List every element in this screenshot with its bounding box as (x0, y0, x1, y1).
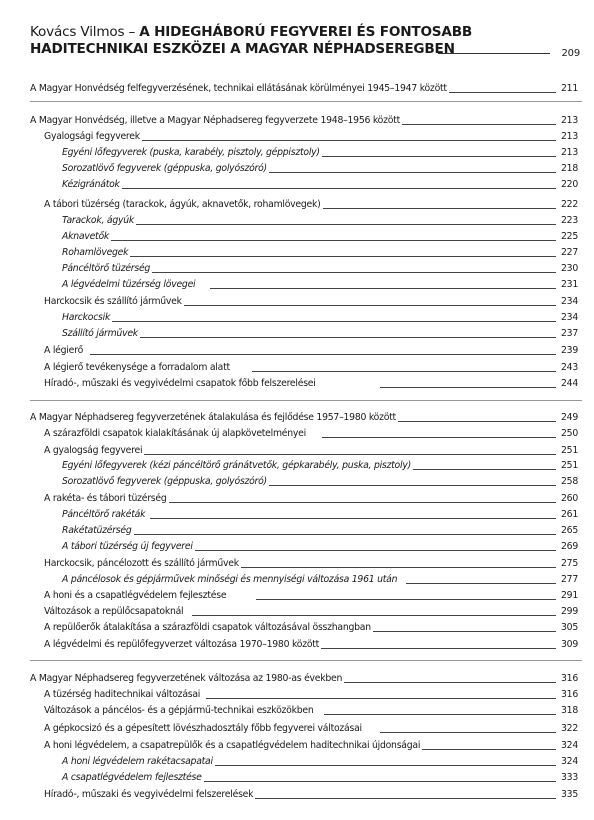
toc-entry (0, 177, 578, 192)
toc-leader-line (140, 502, 556, 503)
toc-entry-label: A csapatlégvédelem fejlesztése (62, 772, 202, 783)
toc-entry (0, 326, 578, 341)
toc-page-number: 309 (561, 639, 578, 650)
toc-page-number: 220 (561, 179, 578, 190)
toc-entry-label: Sorozatlövő fegyverek (géppuska, golyószóró) (62, 476, 267, 487)
toc-leader-line (390, 124, 556, 125)
toc-leader-line (254, 485, 556, 486)
toc-entry-label: A honi és a csapatlégvédelem fejlesztése (44, 590, 227, 601)
toc-entry (0, 310, 578, 325)
toc-page-number: 277 (561, 574, 578, 585)
toc-leader-line (232, 567, 556, 568)
toc-page-number: 299 (561, 606, 578, 617)
toc-leader-line (138, 337, 556, 338)
toc-entry (0, 604, 578, 619)
toc-page-number: 275 (561, 558, 578, 569)
author-name: Kovács Vilmos – (30, 24, 140, 40)
toc-leader-line (150, 518, 556, 519)
toc-page-number: 239 (561, 345, 578, 356)
toc-entry-label: Harckocsik, páncélozott és szállító járművek (44, 558, 239, 569)
toc-leader-line (252, 371, 556, 372)
toc-page-number: 291 (561, 590, 578, 601)
toc-entry-label: Változások a páncélos- és a gépjármű-technikai eszközökben (44, 705, 314, 716)
toc-leader-line (112, 188, 556, 189)
toc-leader-line (90, 354, 556, 355)
toc-leader-line (110, 140, 556, 141)
toc-entry-label: A Magyar Néphadsereg fegyverzetének változása az 1980-as években (30, 673, 343, 684)
toc-entry (0, 671, 578, 686)
toc-entry-label: Tarackok, ágyúk (62, 215, 135, 226)
toc-entry (0, 687, 578, 702)
toc-entry (0, 474, 578, 489)
toc-entry (0, 738, 578, 753)
toc-entry (0, 81, 578, 96)
toc-entry-label: Harckocsik (62, 312, 111, 323)
toc-entry (0, 458, 578, 473)
toc-entry-label: A szárazföldi csapatok kialakításának új alapkövetelményei (44, 428, 306, 439)
toc-leader-line (292, 156, 556, 157)
toc-leader-line (334, 682, 556, 683)
toc-page-number: 324 (561, 756, 578, 767)
toc-leader-line (250, 798, 556, 799)
toc-entry-label: A tüzérség haditechnikai változásai (44, 689, 201, 700)
toc-entry (0, 523, 578, 538)
toc-entry (0, 145, 578, 160)
toc-leader-line (144, 454, 556, 455)
toc-entry (0, 491, 578, 506)
toc-entry (0, 161, 578, 176)
toc-entry-label: A rakéta- és tábori tüzérség (44, 493, 167, 504)
toc-entry-label: A gyalogság fegyverei (44, 445, 143, 456)
toc-leader-line (126, 256, 556, 257)
toc-entry (0, 770, 578, 785)
toc-entry-label: Aknavetők (62, 231, 110, 242)
toc-entry-label: A tábori tüzérség új fegyverei (62, 541, 193, 552)
toc-leader-line (356, 631, 556, 632)
toc-leader-line (390, 421, 556, 422)
toc-page-number: 316 (561, 689, 578, 700)
toc-entry (0, 277, 578, 292)
title-text-2: HADITECHNIKAI ESZKÖZEI A MAGYAR NÉPHADSEREGBEN (30, 41, 455, 57)
toc-leader-line (192, 615, 556, 616)
toc-entry-label: A tábori tüzérség (tarackok, ágyúk, aknavetők, rohamlövegek) (44, 199, 321, 210)
toc-entry-label: A repülőerők átalakítása a szárazföldi csapatok változásával összhangban (44, 622, 371, 633)
toc-leader-line (206, 698, 556, 699)
toc-page-number: 322 (561, 723, 578, 734)
toc-entry (0, 572, 578, 587)
toc-page-number: 234 (561, 312, 578, 323)
toc-leader-line (230, 172, 556, 173)
toc-leader-line (148, 272, 556, 273)
toc-entry-label: Egyéni lőfegyverek (kézi páncéltörő gránátvetők, gépkarabély, puska, pisztoly) (62, 460, 411, 471)
toc-page-number: 305 (561, 622, 578, 633)
toc-entry-label: Rohamlövegek (62, 247, 129, 258)
toc-entry-label: A Magyar Honvédség, illetve a Magyar Néphadsereg fegyverzete 1948–1956 között (30, 115, 400, 126)
toc-entry (0, 197, 578, 212)
toc-leader-line (130, 534, 556, 535)
toc-entry-label: Kézigránátok (62, 179, 120, 190)
toc-entry-label: Változások a repülőcsapatoknál (44, 606, 184, 617)
toc-leader-line (194, 781, 556, 782)
toc-page-number: 324 (561, 740, 578, 751)
toc-page-number: 213 (561, 115, 578, 126)
toc-page-number: 269 (561, 541, 578, 552)
title-text-1: A HIDEGHÁBORÚ FEGYVEREI ÉS FONTOSABB (139, 24, 473, 40)
toc-page-number: 249 (561, 412, 578, 423)
toc-entry (0, 213, 578, 228)
toc-page-number: 211 (561, 83, 578, 94)
toc-page-number: 318 (561, 705, 578, 716)
toc-entry (0, 426, 578, 441)
toc-entry (0, 507, 578, 522)
toc-entry (0, 261, 578, 276)
toc-leader-line (256, 599, 556, 600)
toc-entry-label: A gépkocsizó és a gépesített lövészhadosztály főbb fegyverei változásai (44, 723, 362, 734)
toc-leader-line (132, 224, 556, 225)
toc-page-number: 223 (561, 215, 578, 226)
toc-page-number: 258 (561, 476, 578, 487)
toc-entry-label: A honi légvédelem rakétacsapatai (62, 756, 213, 767)
toc-page-number: 260 (561, 493, 578, 504)
toc-page-number: 244 (561, 378, 578, 389)
toc-entry-label: A légvédelmi tüzérség lövegei (62, 279, 196, 290)
toc-entry (0, 245, 578, 260)
toc-entry-label: A légierő tevékenysége a forradalom alatt (44, 362, 230, 373)
toc-entry-label: Páncéltörő rakéták (62, 509, 146, 520)
section-divider (30, 101, 582, 102)
toc-leader-line (178, 550, 556, 551)
section-divider (30, 400, 582, 401)
toc-page-number: 237 (561, 328, 578, 339)
toc-leader-line (108, 240, 556, 241)
toc-page-number: 231 (561, 279, 578, 290)
toc-entry-label: Híradó-, műszaki és vegyivédelmi felszerelések (44, 789, 254, 800)
toc-entry (0, 620, 578, 635)
toc-entry (0, 343, 578, 358)
toc-entry-label: Sorozatlövő fegyverek (géppuska, golyószóró) (62, 163, 267, 174)
toc-page-number: 251 (561, 460, 578, 471)
toc-entry (0, 588, 578, 603)
toc-entry (0, 637, 578, 652)
toc-leader-line (410, 749, 556, 750)
toc-leader-line (210, 288, 556, 289)
toc-entry (0, 787, 578, 802)
toc-entry-label: Rakétatüzérség (62, 525, 132, 536)
toc-entry-label: A honi légvédelem, a csapatrepülők és a csapatlégvédelem haditechnikai újdonságai (44, 740, 421, 751)
toc-page-number: 234 (561, 296, 578, 307)
toc-page-number: 222 (561, 199, 578, 210)
toc-entry (0, 376, 578, 391)
toc-leader-line (212, 765, 556, 766)
toc-page-number: 265 (561, 525, 578, 536)
toc-page-number: 213 (561, 131, 578, 142)
toc-entry-label: Híradó-, műszaki és vegyivédelmi csapatok főbb felszerelései (44, 378, 316, 389)
toc-entry-label: A légvédelmi és repülőfegyverzet változása 1970–1980 között (44, 639, 320, 650)
toc-page-number: 230 (561, 263, 578, 274)
toc-entry-label: A Magyar Néphadsereg fegyverzetének átalakulása és fejlődése 1957–1980 között (30, 412, 396, 423)
toc-leader-line (112, 321, 556, 322)
toc-entry (0, 539, 578, 554)
toc-entry-label: Páncéltörő tüzérség (62, 263, 151, 274)
toc-page-number: 316 (561, 673, 578, 684)
toc-entry (0, 703, 578, 718)
toc-entry (0, 443, 578, 458)
toc-entry (0, 556, 578, 571)
toc-entry (0, 360, 578, 375)
toc-leader-line (308, 208, 556, 209)
toc-entry (0, 229, 578, 244)
toc-page-number: 213 (561, 147, 578, 158)
toc-entry (0, 754, 578, 769)
toc-leader-line (380, 732, 556, 733)
toc-page-number: 335 (561, 789, 578, 800)
toc-entry (0, 294, 578, 309)
toc-leader-line (306, 648, 556, 649)
toc-entry (0, 113, 578, 128)
toc-entry (0, 129, 578, 144)
toc-page-number: 227 (561, 247, 578, 258)
toc-page-number: 225 (561, 231, 578, 242)
toc-page-number: 250 (561, 428, 578, 439)
section-divider (30, 660, 582, 661)
toc-leader-line (430, 92, 556, 93)
toc-entry (0, 721, 578, 736)
toc-leader-line (380, 387, 556, 388)
title-page-number: 209 (561, 48, 580, 59)
toc-page-number: 251 (561, 445, 578, 456)
toc-page-number: 218 (561, 163, 578, 174)
toc-entry-label: A légierő (44, 345, 84, 356)
toc-page-number: 261 (561, 509, 578, 520)
toc-leader-line (324, 714, 556, 715)
toc-entry-label: Szállító járművek (62, 328, 138, 339)
toc-entry-label: A Magyar Honvédség felfegyverzésének, technikai ellátásának körülményei 1945–1947 között (30, 83, 447, 94)
toc-entry (0, 410, 578, 425)
toc-entry-label: Harckocsik és szállító járművek (44, 296, 182, 307)
toc-entry-label: Egyéni lőfegyverek (puska, karabély, pisztoly, géppisztoly) (62, 147, 320, 158)
toc-page-number: 243 (561, 362, 578, 373)
toc-leader-line (322, 437, 556, 438)
toc-leader-line (180, 305, 556, 306)
toc-entry-label: A páncélosok és gépjárművek minőségi és mennyiségi változása 1961 után (62, 574, 398, 585)
toc-page-number: 333 (561, 772, 578, 783)
toc-entry-label: Gyalogsági fegyverek (44, 131, 140, 142)
toc-leader-line (406, 583, 556, 584)
